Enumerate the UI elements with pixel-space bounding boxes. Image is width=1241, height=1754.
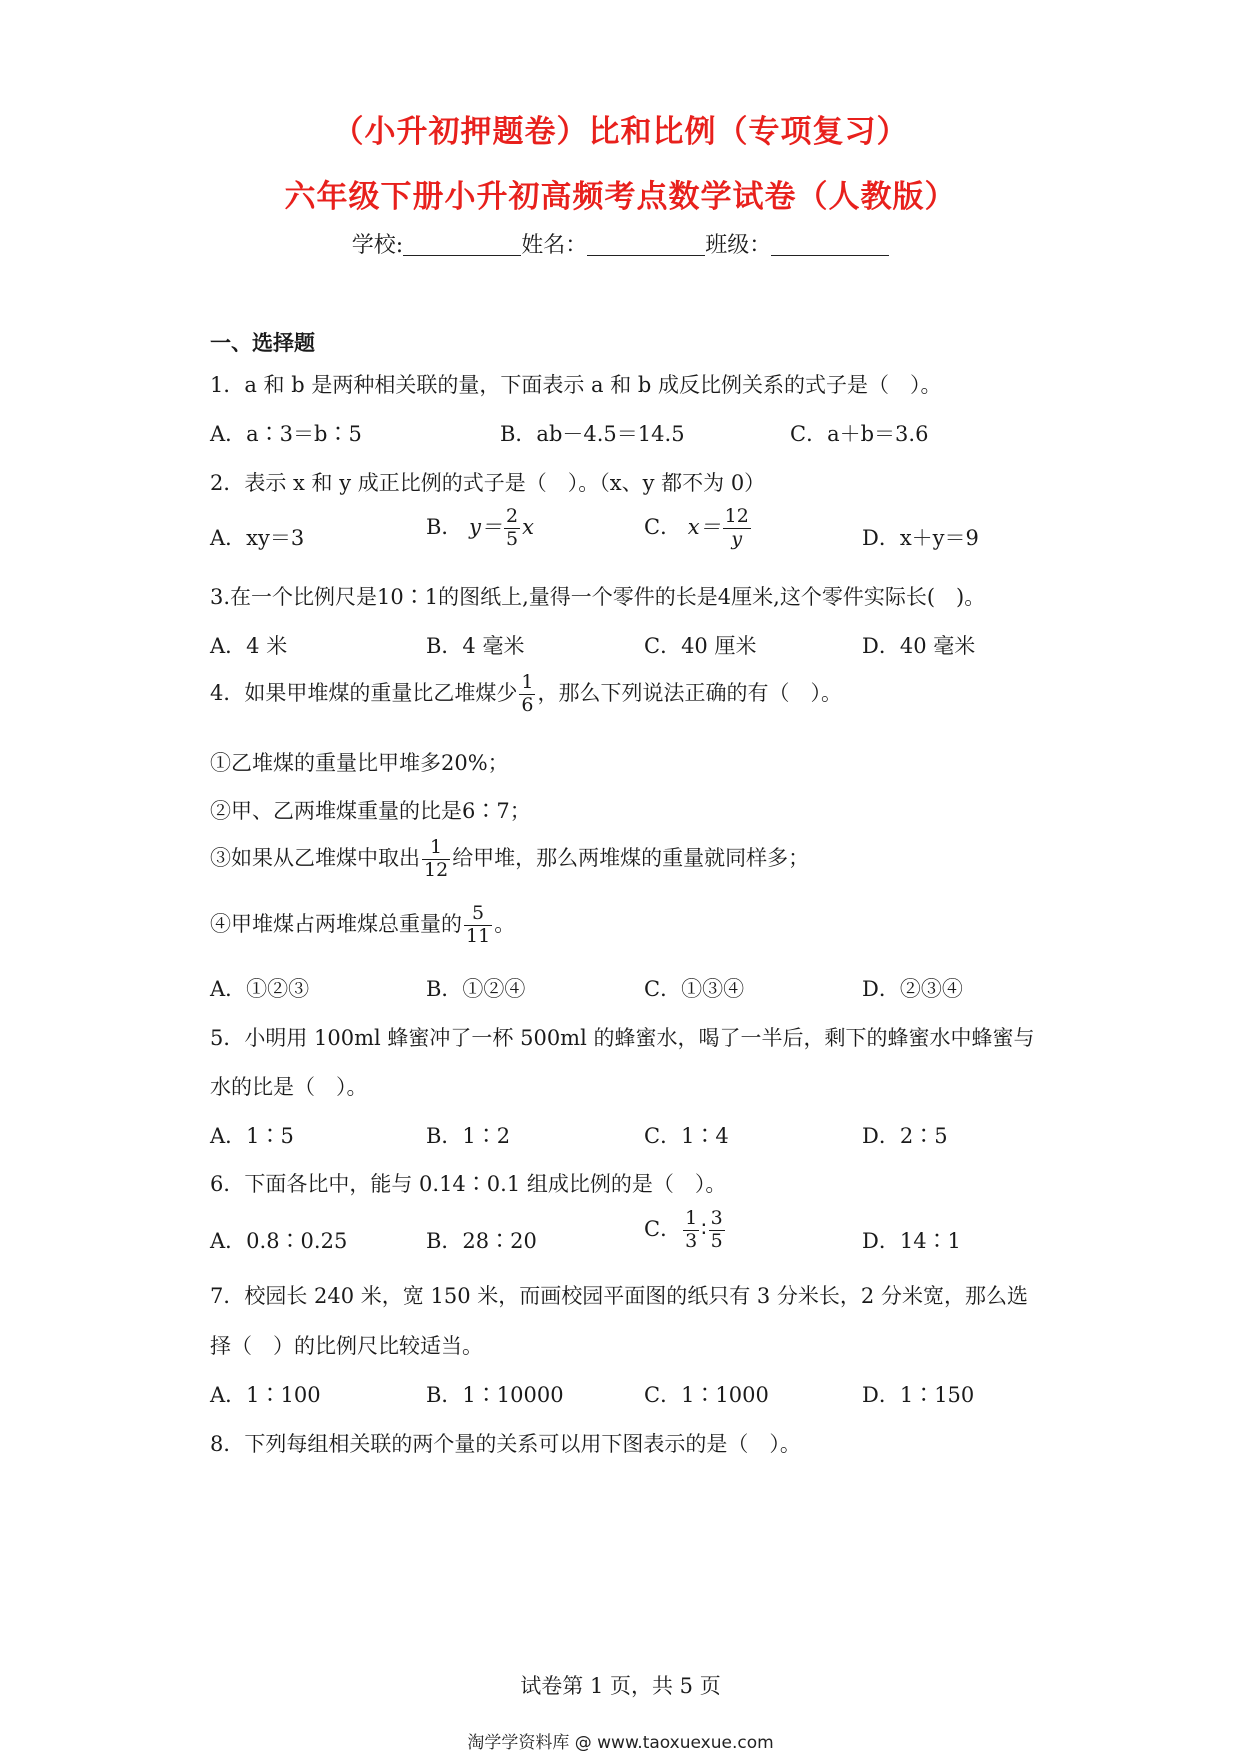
- q3-option-d[interactable]: D．40 毫米: [862, 634, 976, 658]
- q4-statement-3-numerator: 1: [422, 837, 450, 860]
- q3-option-a[interactable]: A．4 米: [210, 634, 288, 658]
- q4-statement-3-prefix: ③如果从乙堆煤中取出: [210, 845, 420, 870]
- q2-option-b-var: x: [522, 514, 534, 539]
- q2-option-b-numerator: 2: [506, 505, 519, 527]
- q2-option-b-lhs: y＝: [469, 514, 502, 539]
- q7-option-b[interactable]: B．1∶10000: [426, 1383, 564, 1407]
- section-heading-choice: 一、选择题: [210, 331, 315, 355]
- question-6-stem: 6．下面各比中，能与 0.14∶0.1 组成比例的是（ ）。: [210, 1172, 727, 1196]
- exam-title: （小升初押题卷）比和比例（专项复习）: [332, 114, 909, 150]
- q6-option-c-numerator-1: 1: [685, 1207, 698, 1229]
- school-label: 学校:: [351, 233, 404, 258]
- q6-option-c-fraction-1: [683, 1208, 699, 1253]
- question-7-stem-line1: 7．校园长 240 米，宽 150 米，而画校园平面图的纸只有 3 分米长，2 分米宽，那么选: [210, 1284, 1028, 1308]
- q3-option-c[interactable]: C．40 厘米: [644, 634, 757, 658]
- name-label: 姓名：: [521, 233, 588, 258]
- q4-stem-denominator: 6: [521, 693, 534, 716]
- q4-statement-4: [210, 903, 515, 948]
- q4-option-c[interactable]: C．①③④: [644, 977, 745, 1001]
- q4-statement-4-numerator: 5: [464, 903, 492, 926]
- q4-statement-2: ②甲、乙两堆煤重量的比是6∶7；: [210, 799, 531, 823]
- q4-stem-prefix: 4．如果甲堆煤的重量比乙堆煤少: [210, 680, 518, 705]
- q1-option-c[interactable]: C．a＋b＝3.6: [790, 422, 929, 446]
- q6-option-c-denominator-2: 5: [710, 1229, 723, 1252]
- student-info-line: [0, 228, 1241, 259]
- question-8-stem: 8．下列每组相关联的两个量的关系可以用下图表示的是（ ）。: [210, 1432, 801, 1456]
- q4-statement-4-suffix: 。: [494, 911, 516, 936]
- class-label: 班级：: [705, 233, 772, 258]
- exam-subtitle: 六年级下册小升初高频考点数学试卷（人教版）: [284, 179, 957, 215]
- watermark-text: 淘学学资料库 @ www.taoxuexue.com: [467, 1733, 774, 1753]
- q5-option-b[interactable]: B．1∶2: [426, 1124, 511, 1148]
- q4-statement-3-fraction: [422, 837, 450, 882]
- q5-option-a[interactable]: A．1∶5: [210, 1124, 294, 1148]
- q4-stem-numerator: 1: [521, 671, 534, 693]
- name-blank[interactable]: [587, 233, 705, 256]
- q6-option-b[interactable]: B．28∶20: [426, 1229, 537, 1253]
- q7-option-c[interactable]: C．1∶1000: [644, 1383, 769, 1407]
- q4-stem-fraction: [519, 672, 535, 717]
- class-blank[interactable]: [771, 233, 889, 256]
- q2-option-c-lhs: x＝: [687, 514, 721, 539]
- q2-option-b-denominator: 5: [506, 527, 519, 550]
- q4-stem-suffix: ，那么下列说法正确的有（ ）。: [537, 680, 842, 705]
- question-5-stem-line2: 水的比是（ ）。: [210, 1075, 368, 1099]
- q4-statement-4-prefix: ④甲堆煤占两堆煤总重量的: [210, 911, 462, 936]
- q5-option-c[interactable]: C．1∶4: [644, 1124, 729, 1148]
- q2-option-c-denominator: y: [731, 527, 743, 550]
- q7-option-d[interactable]: D．1∶150: [862, 1383, 975, 1407]
- q4-statement-3-suffix: 给甲堆，那么两堆煤的重量就同样多；: [452, 845, 810, 870]
- q2-option-c-fraction: [723, 506, 751, 551]
- question-4-stem: [210, 672, 842, 717]
- q6-option-a[interactable]: A．0.8∶0.25: [210, 1229, 348, 1253]
- q2-option-b-prefix: B．: [426, 514, 463, 539]
- q2-option-c-numerator: 12: [724, 505, 749, 527]
- q1-option-b[interactable]: B．ab－4.5＝14.5: [500, 422, 685, 446]
- question-2-stem: 2．表示 x 和 y 成正比例的式子是（ ）。（x、y 都不为 0）: [210, 471, 766, 495]
- q6-option-c-denominator-1: 3: [685, 1229, 698, 1252]
- q4-statement-3: [210, 837, 809, 882]
- q4-option-b[interactable]: B．①②④: [426, 977, 526, 1001]
- q6-option-c-separator: ∶: [701, 1216, 707, 1241]
- q4-statement-4-denominator: 11: [466, 924, 491, 947]
- q1-option-a[interactable]: A．a∶3＝b∶5: [210, 422, 362, 446]
- q2-option-a[interactable]: A．xy＝3: [210, 526, 305, 550]
- q4-option-a[interactable]: A．①②③: [210, 977, 310, 1001]
- question-7-stem-line2: 择（ ）的比例尺比较适当。: [210, 1334, 483, 1358]
- q6-option-c-prefix: C．: [644, 1216, 682, 1241]
- q4-option-d[interactable]: D．②③④: [862, 977, 963, 1001]
- q2-option-c-prefix: C．: [644, 514, 682, 539]
- question-5-stem-line1: 5．小明用 100ml 蜂蜜冲了一杯 500ml 的蜂蜜水，喝了一半后，剩下的蜂蜜水中蜂蜜与: [210, 1026, 1035, 1050]
- q6-option-c-numerator-2: 3: [710, 1207, 723, 1229]
- q6-option-d[interactable]: D．14∶1: [862, 1229, 961, 1253]
- q5-option-d[interactable]: D．2∶5: [862, 1124, 948, 1148]
- q2-option-b[interactable]: [426, 506, 534, 551]
- q4-statement-1: ①乙堆煤的重量比甲堆多20%；: [210, 751, 509, 775]
- q2-option-d[interactable]: D．x＋y＝9: [862, 526, 979, 550]
- q6-option-c[interactable]: [644, 1208, 727, 1253]
- page-number: 试卷第 1 页，共 5 页: [520, 1674, 721, 1698]
- q4-statement-3-denominator: 12: [424, 858, 449, 881]
- q7-option-a[interactable]: A．1∶100: [210, 1383, 321, 1407]
- school-blank[interactable]: [403, 233, 521, 256]
- q2-option-c[interactable]: [644, 506, 753, 551]
- q3-option-b[interactable]: B．4 毫米: [426, 634, 525, 658]
- q2-option-b-fraction: [504, 506, 520, 551]
- q6-option-c-fraction-2: [709, 1208, 725, 1253]
- question-3-stem: 3.在一个比例尺是10∶1的图纸上,量得一个零件的长是4厘米,这个零件实际长( )。: [210, 585, 986, 609]
- question-1-stem: 1．a 和 b 是两种相关联的量，下面表示 a 和 b 成反比例关系的式子是（ ）。: [210, 373, 942, 397]
- q4-statement-4-fraction: [464, 903, 492, 948]
